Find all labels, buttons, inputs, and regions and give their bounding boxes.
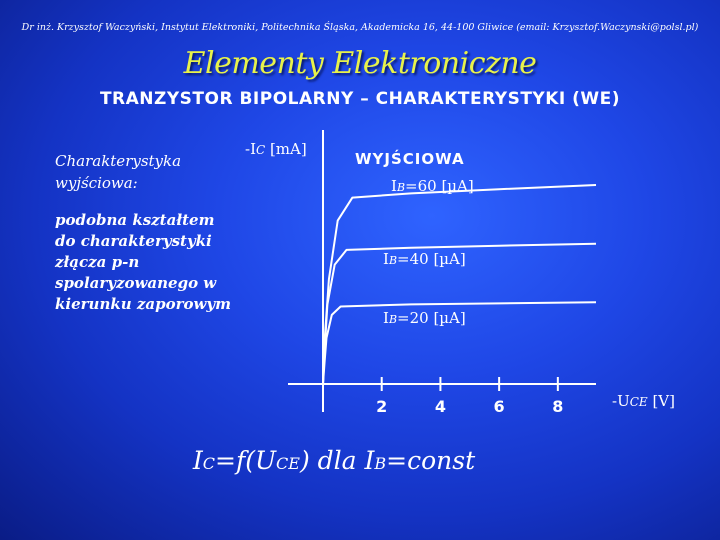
chart-title: WYJŚCIOWA (355, 150, 465, 168)
curve-label-ib40: IB=40 [µA] (383, 250, 466, 268)
curve-ib60 (323, 185, 596, 384)
characteristic-formula: IC=f(UCE) dla IB=const (192, 446, 476, 475)
curve-label-ib60: IB=60 [µA] (391, 177, 474, 195)
left-description: podobna kształtem do charakterystyki złącza p-n spolaryzowanego w kierunku zaporowym (55, 211, 232, 313)
x-axis-label: -UCE [V] (612, 392, 675, 410)
slide-title: Elementy Elektroniczne (183, 46, 537, 81)
y-axis-label: -IC [mA] (245, 140, 307, 158)
slide-subtitle: TRANZYSTOR BIPOLARNY – CHARAKTERYSTYKI (WE) (99, 89, 621, 109)
author-line: Dr inż. Krzysztof Waczyński, Instytut Elektroniki, Politechnika Śląska, Akademicka 16, 44-100 Gliwice (email: Krzysztof.Waczynski@polsl.pl) (21, 22, 699, 33)
curve-label-ib20: IB=20 [µA] (383, 309, 466, 327)
x-tick-label-8: 8 (552, 397, 564, 416)
x-tick-label-4: 4 (434, 397, 446, 416)
x-tick-label-6: 6 (493, 397, 505, 416)
x-tick-label-2: 2 (376, 397, 388, 416)
left-heading: Charakterystyka wyjściowa: (55, 152, 182, 192)
